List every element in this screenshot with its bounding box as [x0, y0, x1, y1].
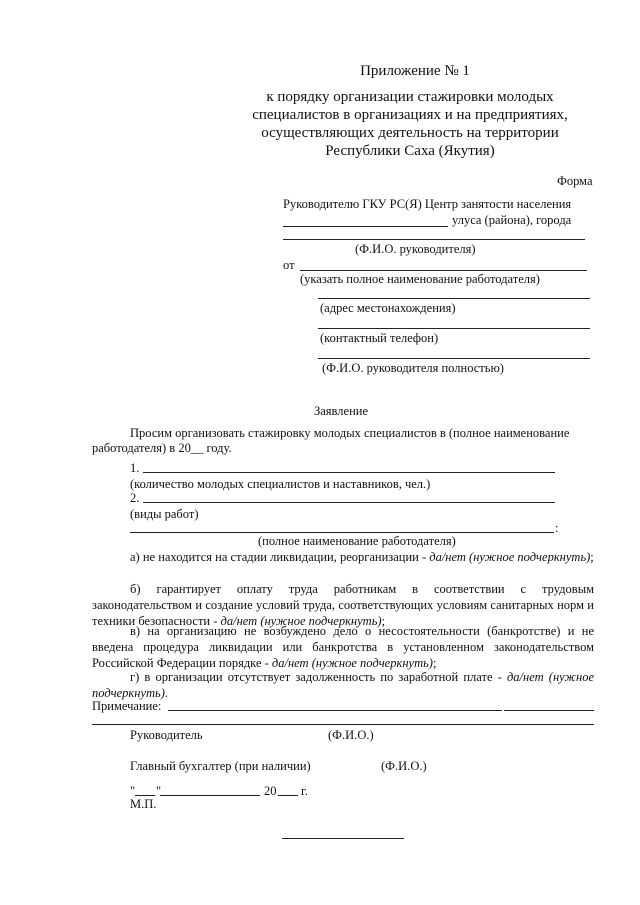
district-blank[interactable] — [283, 226, 448, 227]
phone-caption: (контактный телефон) — [320, 331, 439, 345]
addressee-line-2: улуса (района), города — [452, 213, 572, 227]
employer-full-name-blank[interactable] — [130, 532, 554, 533]
accountant-signature-fio: (Ф.И.О.) — [381, 759, 427, 773]
condition-a-choice: да/нет (нужное подчеркнуть) — [429, 550, 591, 564]
note-label: Примечание: — [92, 699, 162, 713]
header-line-2: специалистов в организациях и на предприятиях, — [252, 107, 568, 123]
condition-d-choice: да/нет (нужное подчеркнуть) — [92, 670, 595, 700]
from-label: от — [283, 258, 295, 272]
condition-c: в) на организацию не возбуждено дело о несостоятельности (банкротстве) и не введена процедура ликвидации или банкротства в установленном законодательством Российской Федерации порядке - да/нет (нужное подчеркнуть); — [92, 624, 594, 670]
date-year-prefix: 20 — [264, 784, 277, 798]
date-day-blank[interactable] — [135, 795, 155, 796]
item-2-blank[interactable] — [143, 502, 555, 503]
address-caption: (адрес местонахождения) — [320, 301, 456, 315]
condition-a: а) не находится на стадии ликвидации, реорганизации - да/нет (нужное подчеркнуть); — [130, 550, 594, 564]
item-1-blank[interactable] — [143, 472, 555, 473]
statement-intro-line-2: работодателя) в 20__ году. — [92, 441, 232, 455]
statement-title: Заявление — [314, 404, 369, 418]
employer-name-blank[interactable] — [300, 270, 587, 271]
employer-caption: (указать полное наименование работодателя) — [300, 272, 540, 286]
addressee-line-1: Руководителю ГКУ РС(Я) Центр занятости населения — [283, 197, 572, 211]
condition-d: г) в организации отсутствует задолженность по заработной плате - да/нет (нужное подчеркнуть). — [92, 670, 595, 700]
date-month-blank[interactable] — [160, 795, 260, 796]
condition-b-choice: да/нет (нужное подчеркнуть) — [220, 614, 382, 628]
employer-colon: : — [555, 521, 559, 535]
item-1-number: 1. — [130, 461, 140, 475]
note-blank-1[interactable] — [168, 710, 502, 711]
address-blank[interactable] — [318, 298, 590, 299]
date-year-suffix: г. — [301, 784, 308, 798]
note-blank-3[interactable] — [92, 724, 594, 725]
note-blank-2[interactable] — [504, 710, 594, 711]
appendix-title: Приложение № 1 — [360, 63, 470, 79]
item-2-number: 2. — [130, 491, 140, 505]
date-quote-open: " — [130, 784, 136, 798]
phone-blank[interactable] — [318, 328, 590, 329]
date-quote-close: " — [156, 784, 162, 798]
accountant-signature-label: Главный бухгалтер (при наличии) — [130, 759, 311, 773]
employer-full-caption: (полное наименование работодателя) — [258, 534, 456, 548]
head-caption: (Ф.И.О. руководителя полностью) — [322, 361, 504, 375]
form-label: Форма — [557, 174, 593, 188]
head-signature-fio: (Ф.И.О.) — [328, 728, 374, 742]
header-line-1: к порядку организации стажировки молодых — [266, 89, 554, 105]
condition-c-choice: да/нет (нужное подчеркнуть) — [271, 656, 433, 670]
head-name-blank[interactable] — [318, 358, 590, 359]
condition-b: б) гарантирует оплату труда работникам в соответствии с трудовым законодательством и создание условий труда, соответствующих условиям санитарных норм и техники безопасности - да/нет (нужное подчеркнуть); — [92, 582, 594, 628]
stamp-label: М.П. — [130, 797, 157, 811]
head-signature-label: Руководитель — [130, 728, 203, 742]
header-line-4: Республики Саха (Якутия) — [325, 143, 495, 159]
statement-intro-line-1: Просим организовать стажировку молодых специалистов в (полное наименование — [130, 426, 570, 440]
manager-caption: (Ф.И.О. руководителя) — [355, 242, 476, 256]
item-1-caption: (количество молодых специалистов и наставников, чел.) — [130, 477, 431, 491]
footer-rule — [282, 838, 404, 839]
date-year-blank[interactable] — [278, 795, 298, 796]
manager-name-blank[interactable] — [283, 239, 585, 240]
header-line-3: осуществляющих деятельность на территории — [261, 125, 559, 141]
item-2-caption: (виды работ) — [130, 507, 199, 521]
